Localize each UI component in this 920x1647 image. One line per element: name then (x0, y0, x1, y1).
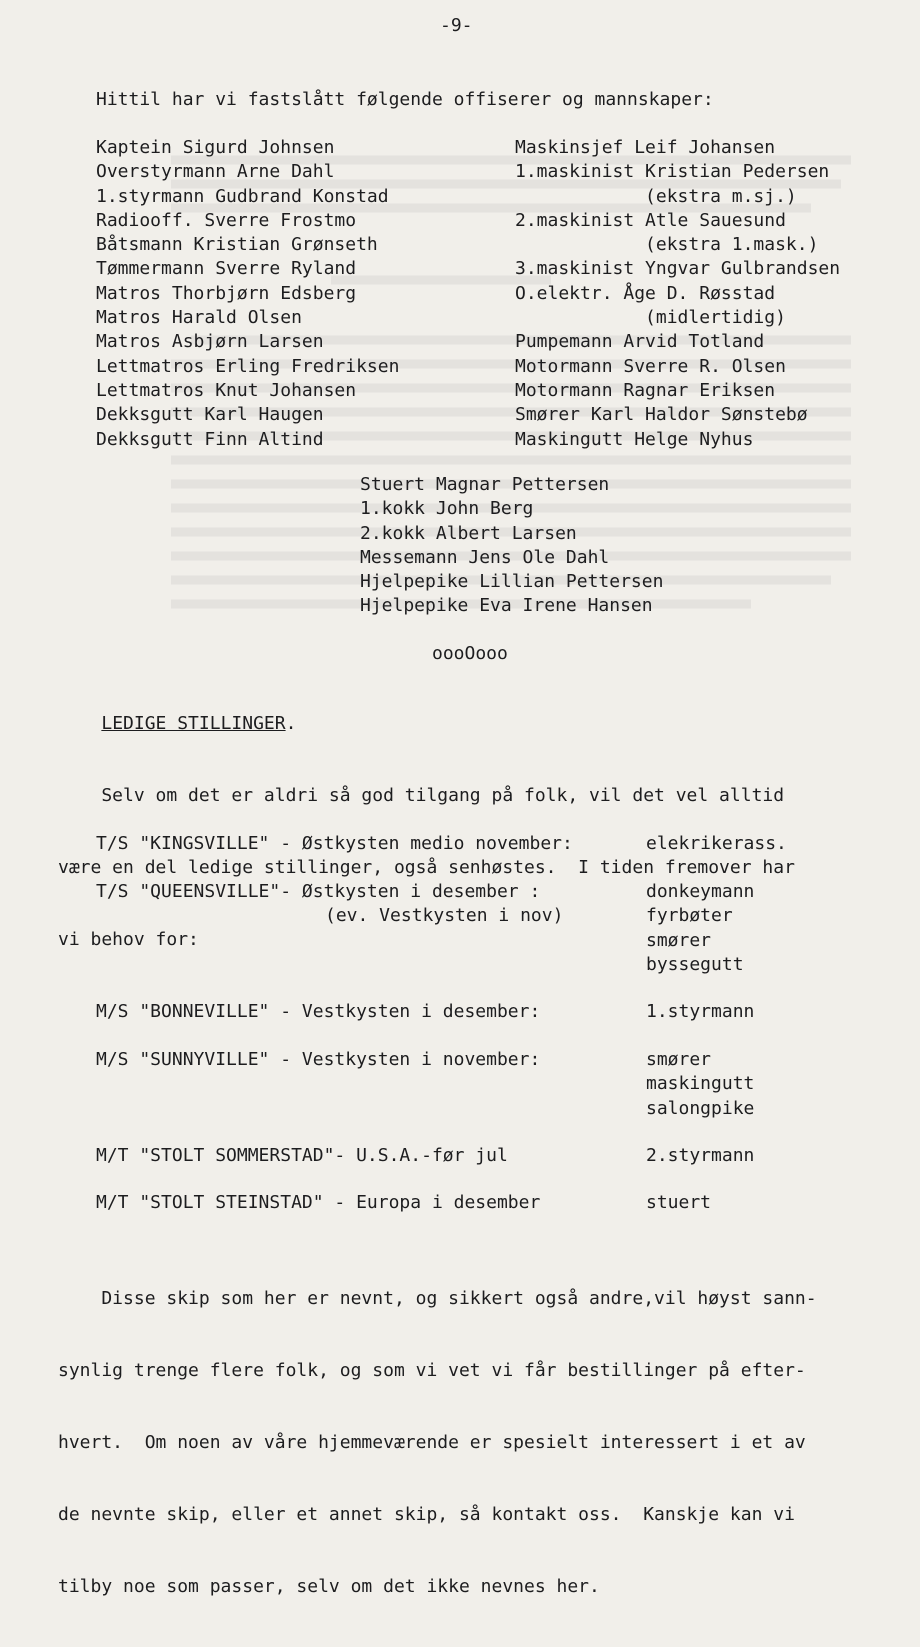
crew-entry: Dekksgutt Finn Altind (96, 428, 324, 450)
crew-entry: O.elektr. Åge D. Røsstad (515, 282, 776, 304)
section-title-period: . (285, 713, 297, 734)
crew-entry: Lettmatros Knut Johansen (96, 379, 357, 401)
vacancy-position: maskingutt (646, 1073, 755, 1095)
crew-entry: Hjelpepike Lillian Pettersen (360, 571, 664, 593)
vacancy-ship: M/T "STOLT SOMMERSTAD"- U.S.A.-før jul (96, 1145, 508, 1166)
crew-entry: Båtsmann Kristian Grønseth (96, 234, 378, 256)
vacancy-position: stuert (646, 1192, 712, 1213)
crew-entry: Hjelpepike Eva Irene Hansen (360, 595, 653, 617)
vacancy-position: salongpike (646, 1097, 755, 1119)
crew-center-column (360, 473, 663, 619)
vacancy-position: fyrbøter (646, 905, 733, 927)
crew-entry: (midlertidig) (515, 307, 786, 329)
paragraph-line: synlig trenge flere folk, og som vi vet vi får bestillinger på efter- (58, 1360, 806, 1381)
paragraph-line: være en del ledige stillinger, også senhøstes. I tiden fremover har (58, 857, 795, 878)
crew-entry: Overstyrmann Arne Dahl (96, 161, 335, 183)
vacancy-position: 2.styrmann (646, 1145, 755, 1166)
vacancy-position: smører (646, 1049, 712, 1070)
vacancy-position: elekrikerass. (646, 833, 787, 854)
crew-entry: Maskinsjef Leif Johansen (515, 137, 776, 158)
vacancy-ship: M/S "BONNEVILLE" - Vestkysten i desember: (96, 1001, 541, 1022)
crew-entry: Motormann Ragnar Eriksen (515, 379, 776, 401)
crew-entry: Lettmatros Erling Fredriksen (96, 355, 400, 377)
crew-entry: Maskingutt Helge Nyhus (515, 428, 754, 450)
vacancy-position: smører (646, 929, 712, 951)
paragraph-line: Disse skip som her er nevnt, og sikkert også andre,vil høyst sann- (58, 1288, 817, 1309)
vacancy-position-list (646, 1048, 754, 1121)
vacancy-position: donkeymann (646, 881, 755, 902)
vacancy-ship: M/T "STOLT STEINSTAD" - Europa i desember (96, 1192, 541, 1213)
intro-line: Hittil har vi fastslått følgende offiserer og mannskaper: (96, 89, 714, 110)
crew-entry: (ekstra 1.mask.) (515, 234, 819, 256)
crew-right-column (515, 136, 840, 452)
crew-entry: Smører Karl Haldor Sønstebø (515, 404, 808, 426)
crew-entry: 3.maskinist Yngvar Gulbrandsen (515, 258, 841, 280)
crew-entry: Radiooff. Sverre Frostmo (96, 209, 357, 231)
crew-entry: Kaptein Sigurd Johnsen (96, 137, 335, 158)
paragraph-line: hvert. Om noen av våre hjemmeværende er spesielt interessert i et av (58, 1432, 806, 1453)
vacancy-ship: M/S "SUNNYVILLE" - Vestkysten i november: (96, 1049, 541, 1070)
closing-paragraph (58, 1239, 817, 1647)
paragraph-line: vi behov for: (58, 929, 199, 950)
vacancy-note: (ev. Vestkysten i nov) (325, 905, 564, 926)
crew-entry: Stuert Magnar Pettersen (360, 474, 610, 495)
crew-entry: 2.maskinist Atle Sauesund (515, 209, 786, 231)
crew-entry: Pumpemann Arvid Totland (515, 331, 765, 353)
crew-entry: Matros Thorbjørn Edsberg (96, 282, 357, 304)
crew-entry: 1.kokk John Berg (360, 498, 534, 520)
vacancy-position-list (646, 880, 754, 977)
crew-entry: 2.kokk Albert Larsen (360, 522, 577, 544)
paragraph-line: tilby noe som passer, selv om det ikke nevnes her. (58, 1576, 600, 1597)
vacancy-position: byssegutt (646, 953, 744, 975)
paragraph-line: Selv om det er aldri så god tilgang på folk, vil det vel alltid (58, 785, 785, 806)
vacancy-position: 1.styrmann (646, 1001, 755, 1022)
page-number: -9- (440, 15, 473, 36)
vacancy-ship: T/S "QUEENSVILLE"- Østkysten i desember : (96, 881, 541, 902)
crew-entry: Matros Harald Olsen (96, 307, 302, 329)
crew-entry: Tømmermann Sverre Ryland (96, 258, 357, 280)
crew-entry: Dekksgutt Karl Haugen (96, 404, 324, 426)
section-separator: oooOooo (432, 643, 508, 664)
crew-left-column (96, 136, 399, 452)
crew-entry: Messemann Jens Ole Dahl (360, 546, 610, 568)
crew-entry: 1.styrmann Gudbrand Konstad (96, 185, 389, 207)
crew-entry: Motormann Sverre R. Olsen (515, 355, 786, 377)
paragraph-line: de nevnte skip, eller et annet skip, så kontakt oss. Kanskje kan vi (58, 1504, 795, 1525)
crew-entry: (ekstra m.sj.) (515, 185, 797, 207)
section-title: LEDIGE STILLINGER (101, 713, 286, 734)
crew-entry: 1.maskinist Kristian Pedersen (515, 161, 830, 183)
crew-entry: Matros Asbjørn Larsen (96, 331, 324, 353)
vacancy-ship: T/S "KINGSVILLE" - Østkysten medio november: (96, 833, 573, 854)
